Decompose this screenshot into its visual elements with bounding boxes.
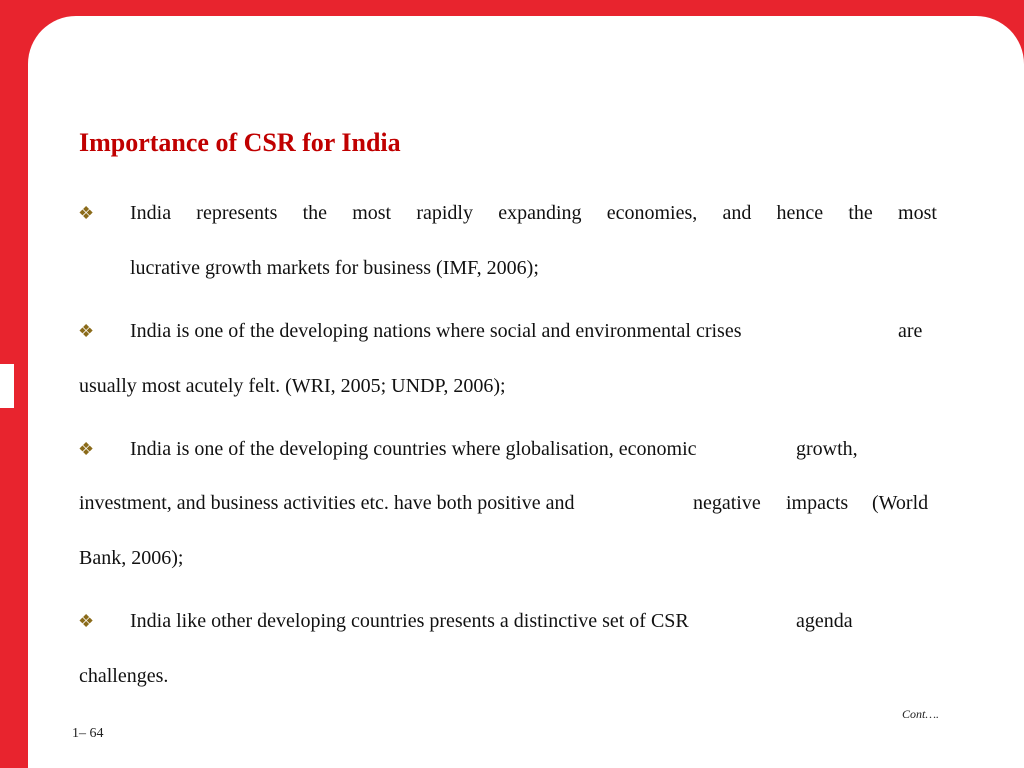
word: the: [302, 202, 328, 224]
word: India: [130, 202, 172, 224]
diamond-bullet-icon: ❖: [78, 611, 95, 631]
word: expanding: [498, 202, 582, 224]
word: rapidly: [416, 202, 473, 224]
word: economies,: [606, 202, 698, 224]
word: the: [848, 202, 873, 224]
page-number: 1– 64: [72, 726, 104, 741]
word: represents: [196, 202, 278, 224]
point-3-line-3: Bank, 2006);: [79, 547, 184, 569]
point-3-line-2: investment, and business activities etc. have both positive and: [79, 492, 575, 514]
point-3-line-2-word: (World: [872, 492, 929, 514]
point-3-line-2-word: negative: [693, 492, 761, 514]
diamond-bullet-icon: ❖: [78, 439, 95, 459]
point-2-line-1: India is one of the developing nations where social and environmental crises: [130, 320, 742, 342]
point-3-line-1: India is one of the developing countries where globalisation, economic: [130, 438, 697, 460]
point-3-line-1-tail: growth,: [796, 438, 858, 460]
point-1-line-2: lucrative growth markets for business (IMF, 2006);: [130, 257, 539, 279]
word: hence: [776, 202, 824, 224]
diamond-bullet-icon: ❖: [78, 203, 95, 223]
point-4-line-2: challenges.: [79, 665, 169, 687]
continuation-note: Cont….: [902, 707, 940, 721]
word: most: [352, 202, 392, 224]
word: and: [722, 202, 752, 224]
diamond-bullet-icon: ❖: [78, 321, 95, 341]
point-1-line-1: [130, 201, 937, 225]
point-4-line-1: India like other developing countries presents a distinctive set of CSR: [130, 610, 689, 632]
point-3-line-2-word: impacts: [786, 492, 849, 514]
point-2-line-2: usually most acutely felt. (WRI, 2005; UNDP, 2006);: [79, 375, 506, 397]
word: most: [898, 202, 937, 224]
point-4-line-1-tail: agenda: [796, 610, 853, 632]
point-2-line-1-tail: are: [898, 320, 923, 342]
slide-title: Importance of CSR for India: [79, 128, 401, 157]
